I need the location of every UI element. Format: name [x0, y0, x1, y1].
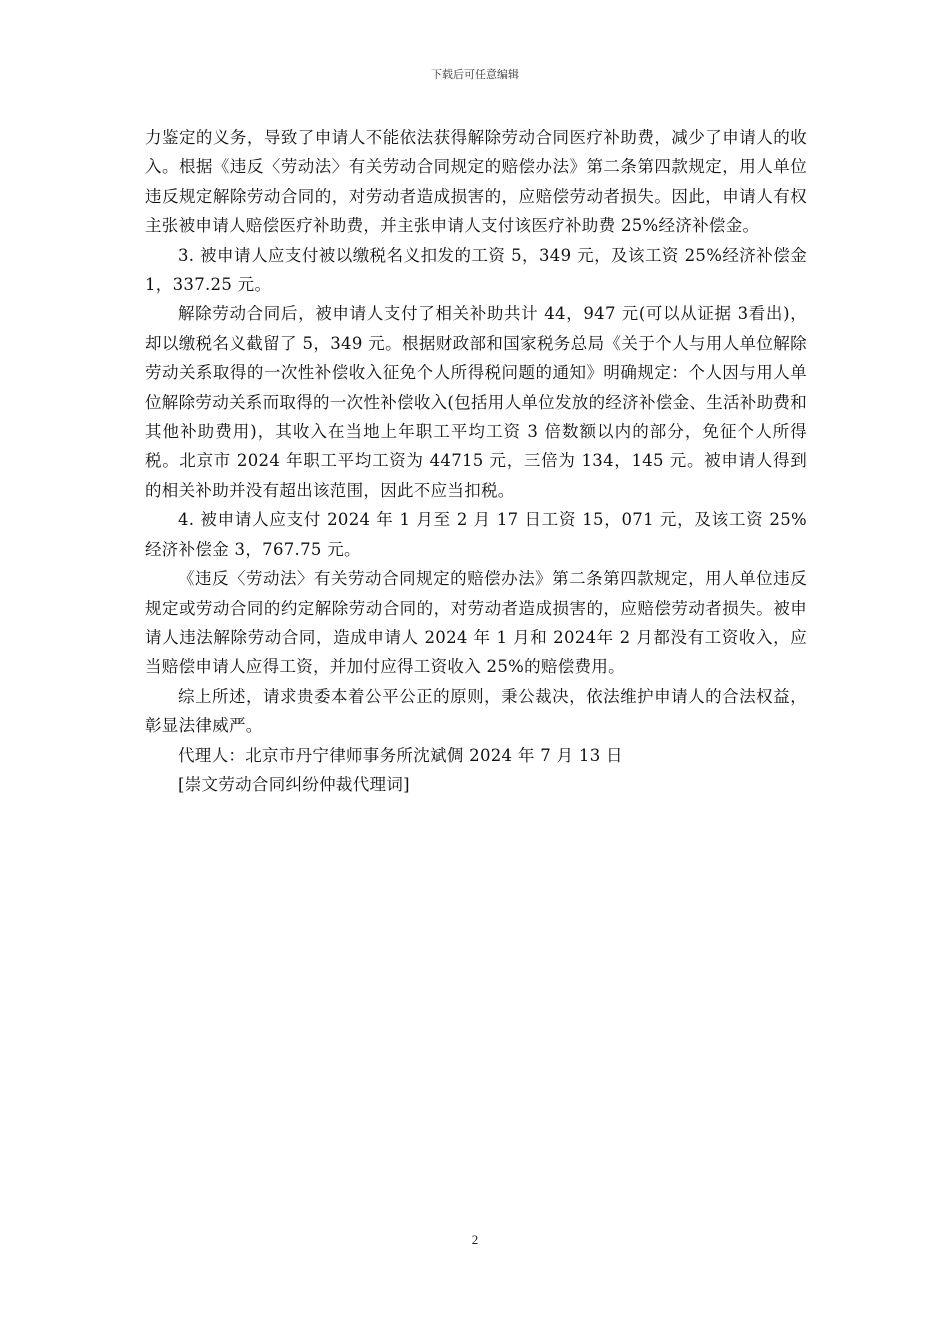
page-header: 下载后可任意编辑: [431, 68, 519, 81]
page-number: 2: [471, 1232, 479, 1247]
paragraph-item-3-explanation: 解除劳动合同后，被申请人支付了相关补助共计 44，947 元(可以从证据 3看出)，却以缴税名义截留了 5，349 元。根据财政部和国家税务总局《关于个人与用人单位解除劳动关系取得的一次性补偿收入征免个人所得税问题的通知》明确规定：个人因与用人单位解除劳动关系而取得的一次性补偿收入(包括用人单位发放的经济补偿金、生活补助费和其他补助费用)，其收入在当地上年职工平均工资 3 倍数额以内的部分，免征个人所得税。北京市 2024 年职工平均工资为 44715 元，三倍为 134，145 元。被申请人得到的相关补助并没有超出该范围，因此不应当扣税。: [145, 304, 807, 500]
agent-signature: 代理人：北京市丹宁律师事务所沈斌倜 2024 年 7 月 13 日: [178, 745, 623, 765]
paragraph-item-4: 4. 被申请人应支付 2024 年 1 月至 2 月 17 日工资 15，071 元，及该工资 25%经济补偿金 3，767.75 元。: [145, 510, 807, 559]
paragraph-item-4-explanation: 《违反〈劳动法〉有关劳动合同规定的赔偿办法》第二条第四款规定，用人单位违反规定或劳动合同的约定解除劳动合同的，对劳动者造成损害的，应赔偿劳动者损失。被申请人违法解除劳动合同，造成申请人 2024 年 1 月和 2024年 2 月都没有工资收入，应当赔偿申请人应得工资，并加付应得工资收入 25%的赔偿费用。: [145, 569, 807, 677]
paragraph-conclusion: 综上所述，请求贵委本着公平公正的原则，秉公裁决，依法维护申请人的合法权益，彰显法律威严。: [145, 686, 807, 736]
paragraph-item-3: 3. 被申请人应支付被以缴税名义扣发的工资 5，349 元，及该工资 25%经济补偿金 1，337.25 元。: [145, 245, 807, 295]
document-title-tag: [崇文劳动合同纠纷仲裁代理词]: [178, 774, 410, 794]
document-body: [145, 123, 807, 799]
paragraph-continued: 力鉴定的义务，导致了申请人不能依法获得解除劳动合同医疗补助费，减少了申请人的收入。根据《违反〈劳动法〉有关劳动合同规定的赔偿办法》第二条第四款规定，用人单位违反规定解除劳动合同的，对劳动者造成损害的，应赔偿劳动者损失。因此，申请人有权主张被申请人赔偿医疗补助费，并主张申请人支付该医疗补助费 25%经济补偿金。: [145, 128, 807, 236]
